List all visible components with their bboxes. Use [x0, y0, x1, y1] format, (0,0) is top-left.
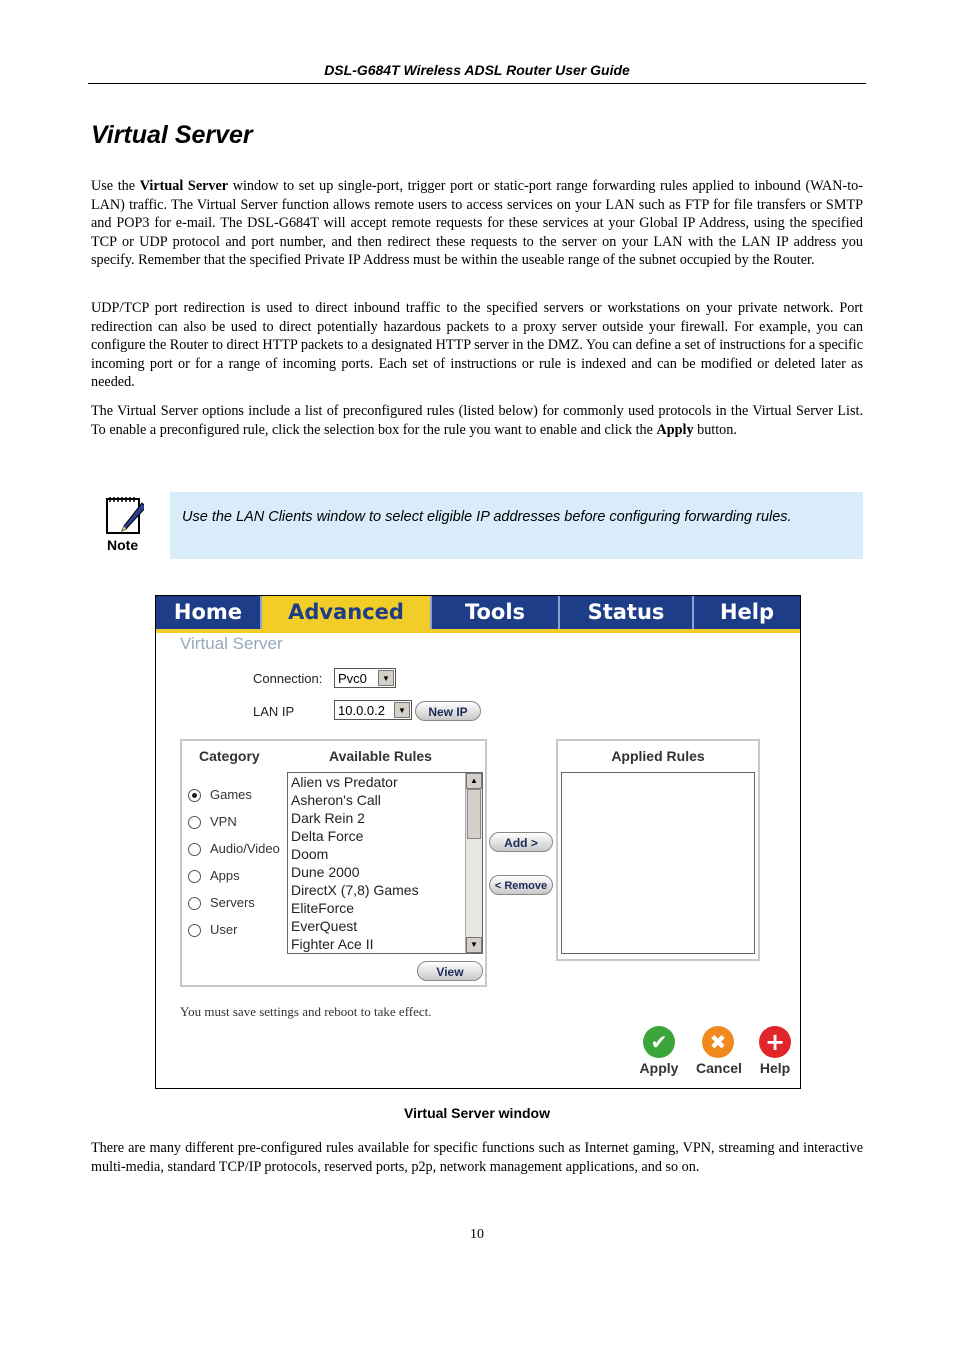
view-button[interactable]: View [417, 961, 483, 981]
applied-rules-header: Applied Rules [611, 748, 705, 764]
connection-label: Connection: [253, 671, 323, 686]
category-label: Games [210, 787, 252, 802]
tab-status[interactable]: Status [587, 600, 665, 624]
list-item[interactable]: DirectX (7,8) Games [291, 882, 419, 898]
cancel-label: Cancel [696, 1060, 742, 1076]
figure-caption: Virtual Server window [403, 1105, 550, 1121]
p3-text-rest: button. [693, 421, 737, 438]
apply-button[interactable] [637, 1026, 681, 1076]
page-title: Virtual Server [180, 634, 283, 653]
tab-underline [156, 629, 800, 633]
cancel-icon: ✖ [702, 1026, 734, 1058]
virtual-server-window [155, 595, 801, 1089]
category-label: VPN [210, 814, 237, 829]
paragraph-preconfigured: There are many different pre-configured rules available for specific functions such as Internet gaming, VPN, streaming and interactive multi-media, standard TCP/IP protocols, reserved ports, p2p, network management applications, and so on. [91, 1140, 863, 1175]
note-box [170, 492, 863, 559]
cancel-button[interactable] [696, 1026, 740, 1076]
list-item[interactable]: EliteForce [291, 900, 355, 916]
list-item[interactable]: Doom [291, 846, 329, 862]
help-label: Help [759, 1060, 791, 1076]
applied-rules-group [556, 739, 760, 961]
help-button[interactable] [753, 1026, 797, 1076]
available-rules-list[interactable] [287, 772, 483, 954]
section-title: Virtual Server [91, 121, 253, 149]
note-label: Note [107, 537, 139, 553]
radio-icon [188, 870, 201, 883]
remove-button[interactable]: < Remove [489, 875, 553, 895]
list-item[interactable]: Fighter Ace II [291, 936, 374, 952]
chevron-down-icon: ▼ [378, 670, 394, 686]
category-label: Apps [210, 868, 240, 883]
add-button[interactable]: Add > [489, 832, 553, 852]
p1-text-rest: window to set up single-port, trigger port or static-port range forwarding rules applied to inbound (WAN-to-LAN) traffic. The Virtual Server function allows remote users to access services on your LAN such as FTP for file transfers or SMTP and POP3 for e-mail. The DSL-G684T will accept remote requests for these services at your Global IP Address, using the specified TCP or UDP protocol and port number, and then redirect these requests to the server on your LAN with the LAN IP address you specify. Remember that the specified Private IP Address must be within the useable range of the subnet occupied by the Router. [91, 178, 864, 268]
list-item[interactable]: EverQuest [291, 918, 358, 934]
note-text: Use the LAN Clients window to select eligible IP addresses before configuring forwarding rules. [182, 509, 792, 525]
list-item[interactable]: Dark Rein 2 [291, 810, 365, 826]
p1-bold: Virtual Server [139, 178, 229, 194]
radio-icon [188, 924, 201, 937]
plus-icon: + [759, 1026, 791, 1058]
radio-icon [188, 897, 201, 910]
lan-ip-value: 10.0.0.2 [338, 703, 385, 718]
category-label: Servers [210, 895, 255, 910]
tab-tools[interactable]: Tools [464, 600, 526, 624]
connection-value: Pvc0 [338, 671, 367, 686]
list-item[interactable]: Dune 2000 [291, 864, 360, 880]
lan-ip-select[interactable] [334, 700, 412, 720]
lan-ip-label: LAN IP [253, 704, 295, 719]
document-header: DSL-G684T Wireless ADSL Router User Guide [324, 62, 630, 78]
p3-bold: Apply [656, 421, 694, 438]
tab-advanced[interactable]: Advanced [262, 596, 430, 629]
list-scrollbar[interactable] [465, 773, 482, 953]
list-item[interactable]: Delta Force [291, 828, 364, 844]
tab-bar [156, 596, 800, 629]
radio-selected-icon [188, 789, 201, 802]
available-rules-group [180, 739, 487, 987]
p3-text: The Virtual Server options include a list of preconfigured rules (listed below) for commonly used protocols in the Virtual Server List. To enable a preconfigured rule, click the selection box for the rule you want to enable and click the [91, 403, 863, 438]
header-rule [88, 83, 866, 84]
category-label: Audio/Video [210, 841, 280, 856]
list-item[interactable]: Alien vs Predator [291, 774, 398, 790]
apply-label: Apply [639, 1060, 679, 1076]
page-number: 10 [470, 1227, 484, 1242]
connection-select[interactable] [334, 668, 396, 688]
paragraph-port-redirection: UDP/TCP port redirection is used to direct inbound traffic to the specified servers or workstations on your private network. Port redirection can also be used to direct potentially hazardous packets to a proxy server outside your firewall. For example, you can configure the Router to direct HTTP packets to a designated HTTP server in the DMZ. You can define a set of instructions for a specific incoming port or for a range of incoming ports. Each set of instructions or rule is indexed and can be modified or deleted later as needed. [91, 300, 863, 390]
category-header: Category [199, 748, 260, 764]
paragraph-intro [91, 177, 863, 270]
available-rules-header: Available Rules [329, 748, 432, 764]
new-ip-button[interactable]: New IP [415, 701, 481, 721]
scroll-down-icon[interactable]: ▼ [466, 937, 482, 953]
chevron-down-icon: ▼ [394, 702, 410, 718]
tab-home[interactable]: Home [173, 600, 243, 624]
scroll-up-icon[interactable]: ▲ [466, 773, 482, 789]
radio-icon [188, 816, 201, 829]
check-icon: ✔ [643, 1026, 675, 1058]
p1-text: Use the [91, 178, 140, 194]
list-item[interactable]: Asheron's Call [291, 792, 381, 808]
category-label: User [210, 922, 238, 937]
scroll-thumb[interactable] [467, 789, 481, 839]
reboot-notice: You must save settings and reboot to take effect. [180, 1004, 432, 1019]
tab-help[interactable]: Help [719, 600, 775, 624]
applied-rules-list[interactable] [561, 772, 755, 954]
paragraph-options [91, 402, 863, 439]
radio-icon [188, 843, 201, 856]
